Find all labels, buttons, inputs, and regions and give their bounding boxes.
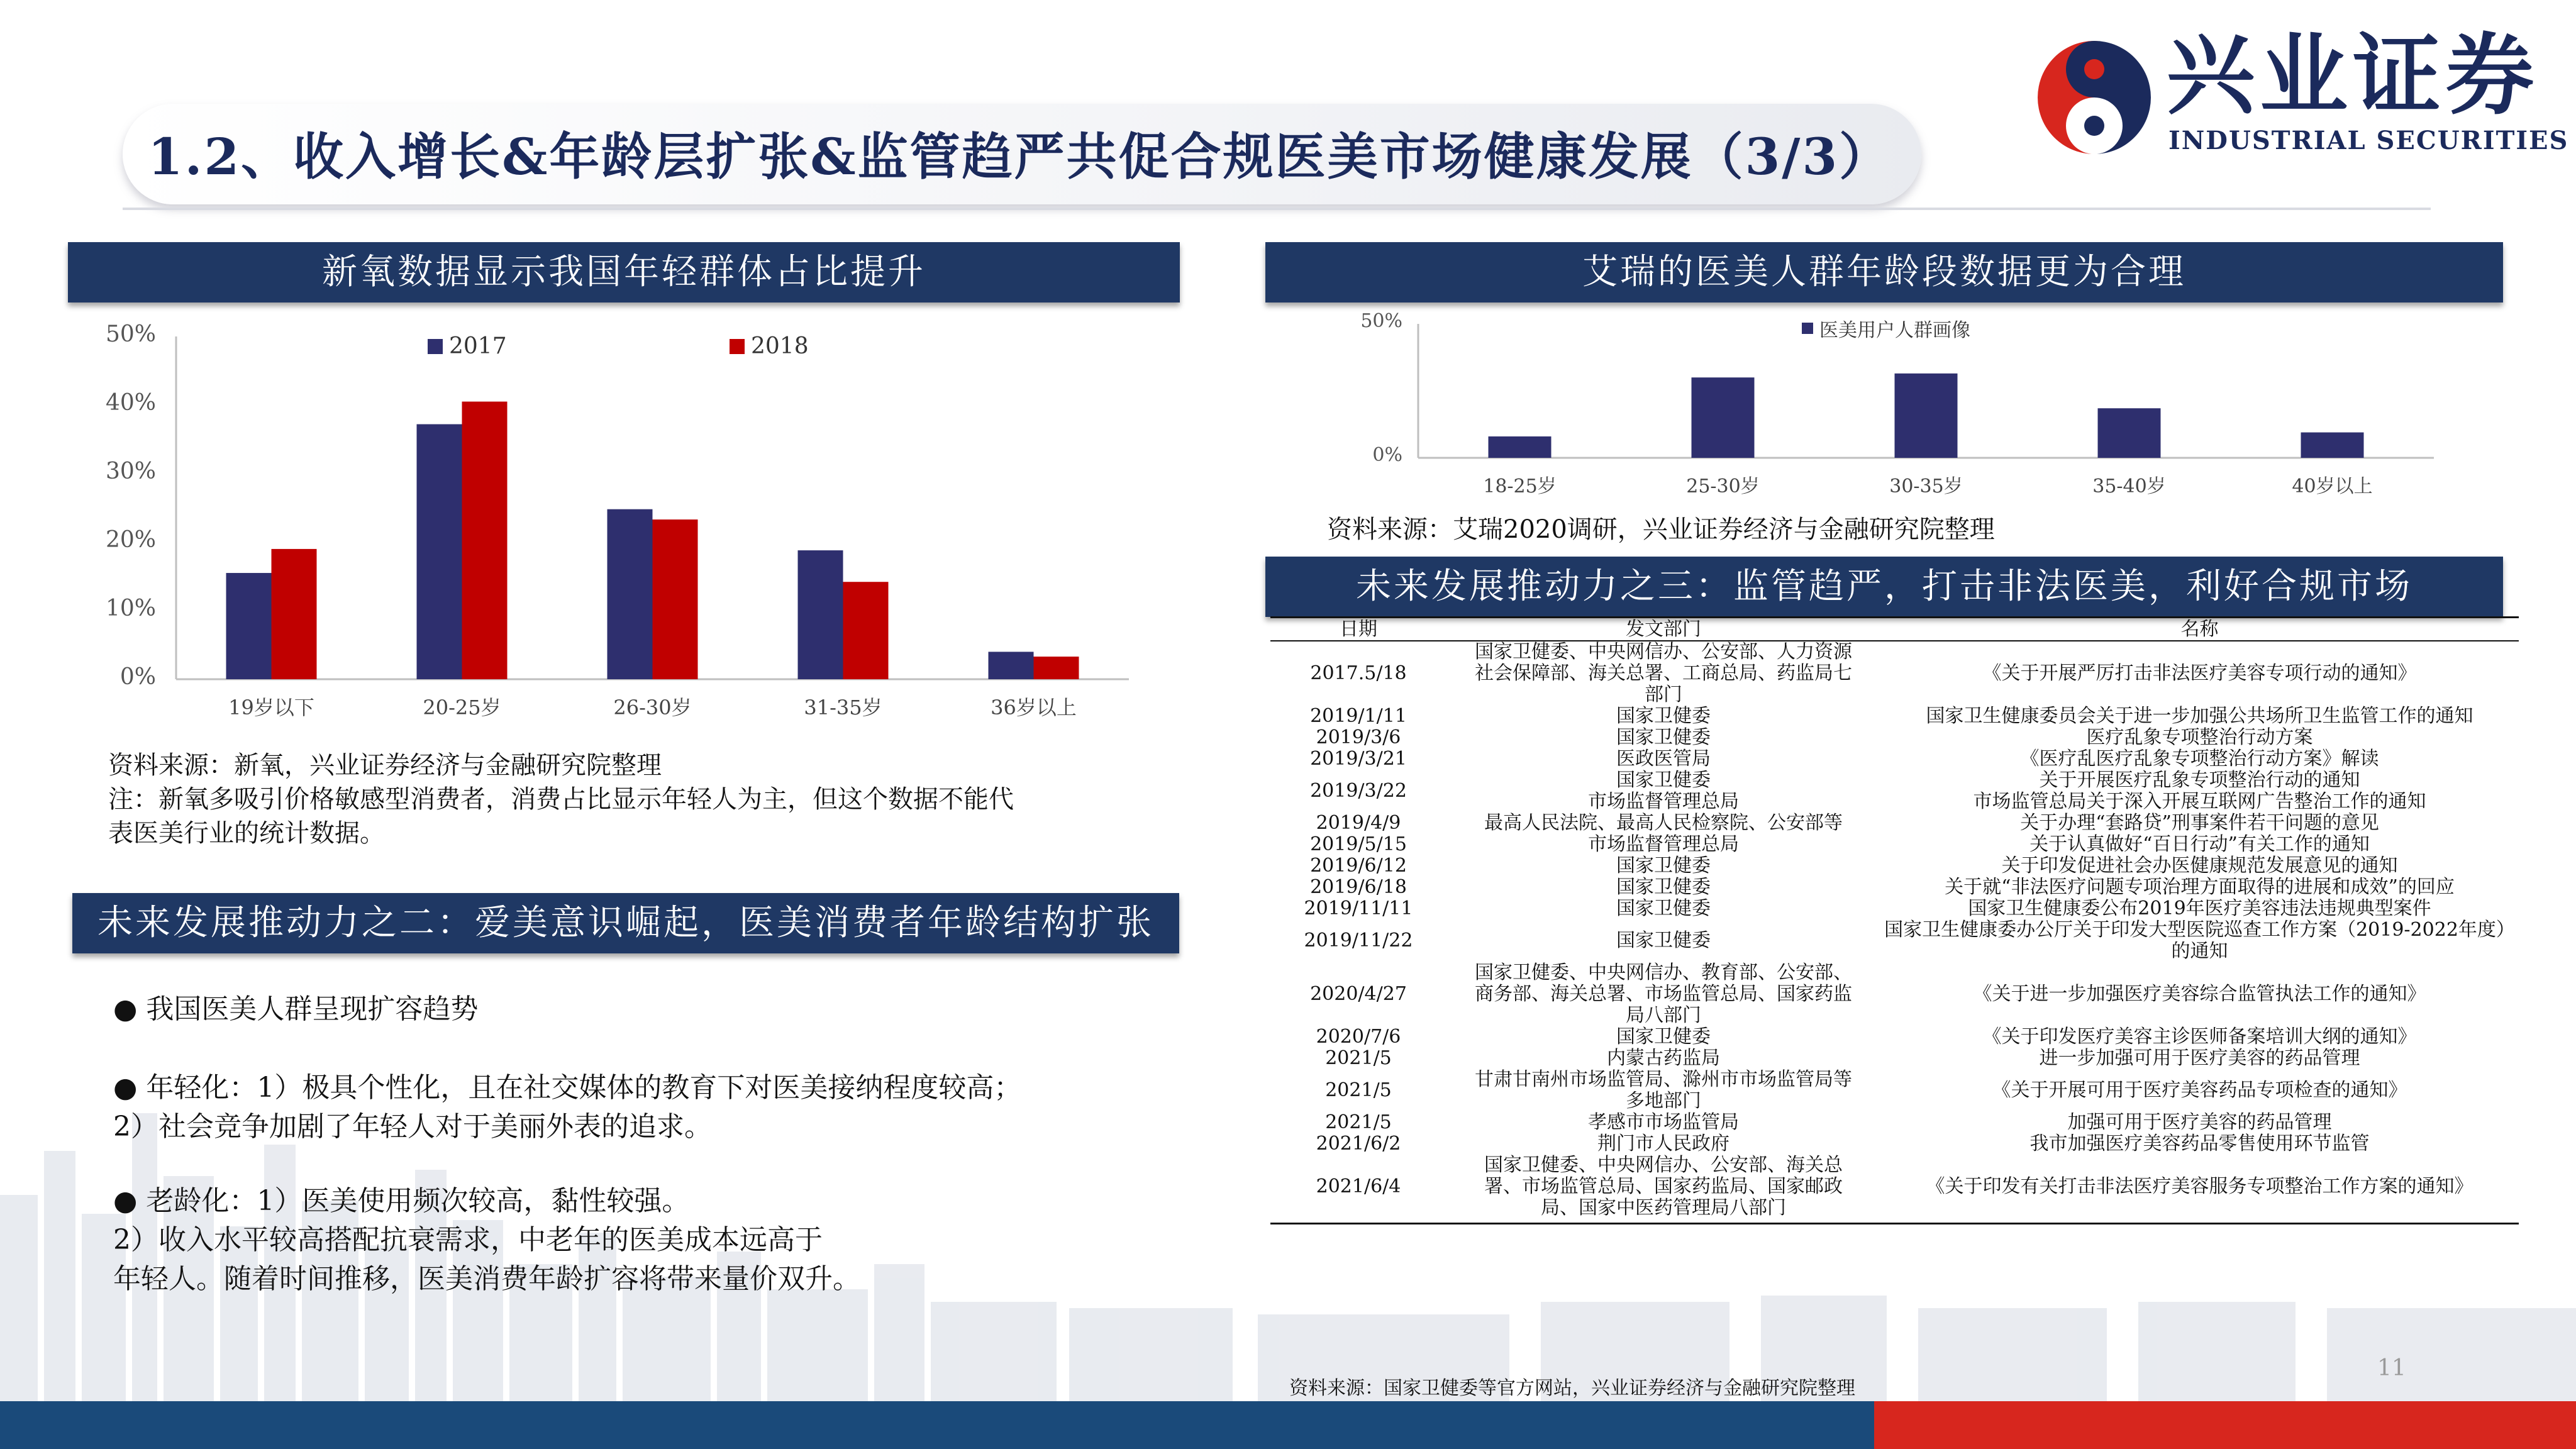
bar-2018-19岁以下 — [272, 549, 317, 679]
bar-25-30岁 — [1692, 377, 1755, 458]
cell-dept: 国家卫健委、中央网信办、公安部、海关总署、市场监管总局、国家药监局、国家邮政局、国家中医药管理局八部门 — [1484, 1154, 1843, 1219]
cell-name: 加强可用于医疗美容的药品管理 — [2067, 1111, 2332, 1133]
cell-date: 2019/11/11 — [1304, 897, 1413, 919]
cell-dept: 市场监督管理总局 — [1588, 833, 1739, 855]
table-row — [1270, 1133, 2519, 1155]
col-name: 名称 — [2180, 618, 2219, 640]
cell-name: 国家卫生健康委员会关于进一步加强公共场所卫生监管工作的通知 — [1926, 705, 2473, 727]
cell-dept: 最高人民法院、最高人民检察院、公安部等 — [1484, 812, 1843, 834]
cell-date: 2019/6/18 — [1310, 876, 1407, 898]
bar-40岁以上 — [2301, 433, 2364, 458]
cell-name: 《关于印发医疗美容主诊医师备案培训大纲的通知》 — [1982, 1026, 2417, 1048]
cell-name: 关于开展医疗乱象专项整治行动的通知 市场监管总局关于深入开展互联网广告整治工作的通知 — [1973, 769, 2426, 813]
cell-date: 2019/3/21 — [1310, 748, 1407, 770]
page-title: 1.2、收入增长&年龄层扩张&监管趋严共促合规医美市场健康发展（3/3） — [148, 127, 1892, 186]
x-tick-label: 30-35岁 — [1889, 475, 1963, 497]
cell-date: 2020/4/27 — [1310, 983, 1407, 1005]
cell-date: 2019/6/12 — [1310, 855, 1407, 877]
col-dept: 发文部门 — [1626, 618, 1701, 640]
x-tick-label: 20-25岁 — [423, 696, 501, 719]
legend-label: 2018 — [751, 333, 809, 359]
cell-dept: 国家卫健委、中央网信办、公安部、人力资源社会保障部、海关总署、工商总局、药监局七部门 — [1475, 641, 1852, 706]
page-number: 11 — [2377, 1355, 2406, 1381]
table-row — [1270, 641, 2519, 706]
x-tick-label: 36岁以上 — [991, 696, 1077, 719]
bar-30-35岁 — [1895, 374, 1958, 458]
bar-35-40岁 — [2098, 408, 2161, 458]
bar-2018-20-25岁 — [462, 402, 508, 679]
table-row — [1270, 877, 2519, 898]
cell-name: 我市加强医疗美容药品零售使用环节监管 — [2029, 1133, 2370, 1155]
cell-date: 2021/5 — [1325, 1111, 1392, 1133]
cell-date: 2021/6/2 — [1316, 1133, 1401, 1155]
bar-2018-26-30岁 — [653, 519, 698, 679]
legend-item-single — [1802, 314, 1970, 342]
table-row — [1270, 770, 2519, 813]
bar-2017-31-35岁 — [798, 550, 843, 679]
y-tick-label: 20% — [105, 527, 156, 553]
cell-date: 2017.5/18 — [1310, 662, 1407, 684]
cell-dept: 国家卫健委 — [1616, 855, 1711, 877]
table-row — [1270, 706, 2519, 727]
legend-swatch — [730, 339, 745, 354]
bullet-line: ● 年轻化：1）极具个性化，且在社交媒体的教育下对医美接纳程度较高； — [113, 1072, 1022, 1104]
bar-18-25岁 — [1489, 436, 1552, 458]
y-tick-label: 30% — [105, 458, 156, 484]
table-row — [1270, 1026, 2519, 1048]
bullet-line: ● 我国医美人群呈现扩容趋势 — [113, 993, 479, 1025]
y-tick-label: 10% — [105, 596, 156, 621]
bar-2017-36岁以上 — [989, 652, 1034, 679]
x-tick-label: 19岁以下 — [228, 696, 314, 719]
table-row — [1270, 898, 2519, 919]
cell-date: 2019/3/22 — [1310, 780, 1407, 802]
footer-bar-blue — [0, 1401, 1874, 1449]
x-tick-label: 26-30岁 — [613, 696, 692, 719]
cell-date: 2019/1/11 — [1310, 705, 1407, 727]
cell-name: 国家卫生健康委办公厅关于印发大型医院巡查工作方案（2019-2022年度）的通知 — [1884, 919, 2515, 962]
left-note-line: 表医美行业的统计数据。 — [108, 819, 385, 848]
bar-2018-36岁以上 — [1034, 657, 1079, 679]
table-row — [1270, 834, 2519, 855]
y-tick-label: 50% — [105, 321, 156, 347]
cell-dept: 国家卫健委、中央网信办、教育部、公安部、商务部、海关总署、市场监管总局、国家药监局八部门 — [1475, 962, 1852, 1026]
table-row — [1270, 919, 2519, 962]
y-tick-label: 40% — [105, 390, 156, 416]
cell-date: 2020/7/6 — [1316, 1026, 1401, 1048]
x-tick-label: 25-30岁 — [1686, 475, 1760, 497]
cell-dept: 国家卫健委 — [1616, 897, 1711, 919]
cell-date: 2021/6/4 — [1316, 1175, 1401, 1197]
regulation-table — [1270, 616, 2519, 1224]
cell-dept: 国家卫健委 市场监督管理总局 — [1588, 769, 1739, 813]
left-source-line: 资料来源：新氧，兴业证券经济与金融研究院整理 — [108, 751, 662, 780]
legend-swatch — [1802, 323, 1813, 334]
cell-dept: 国家卫健委 — [1616, 876, 1711, 898]
cell-name: 医疗乱象专项整治行动方案 — [2086, 726, 2313, 748]
x-tick-label: 31-35岁 — [804, 696, 882, 719]
legend-label: 2017 — [449, 333, 507, 359]
cell-name: 《医疗乱医疗乱象专项整治行动方案》解读 — [2020, 748, 2379, 770]
cell-date: 2019/3/6 — [1316, 726, 1401, 748]
legend-item-2018 — [730, 333, 809, 359]
table-row — [1270, 1155, 2519, 1219]
bullet-line: 年轻人。随着时间推移，医美消费年龄扩容将带来量价双升。 — [113, 1263, 860, 1295]
col-date: 日期 — [1340, 618, 1377, 640]
cell-dept: 国家卫健委 — [1616, 930, 1711, 952]
cell-date: 2019/5/15 — [1310, 833, 1407, 855]
table-row — [1270, 1069, 2519, 1112]
cell-dept: 医政医管局 — [1616, 748, 1711, 770]
cell-name: 《关于进一步加强医疗美容综合监管执法工作的通知》 — [1973, 983, 2426, 1005]
left-chart-heading: 新氧数据显示我国年轻群体占比提升 — [68, 242, 1180, 303]
y-tick-label: 50% — [1360, 310, 1402, 332]
cell-dept: 内蒙古药监局 — [1607, 1047, 1720, 1069]
bullet-line: ● 老龄化：1）医美使用频次较高，黏性较强。 — [113, 1185, 690, 1217]
table-row — [1270, 1048, 2519, 1069]
cell-name: 国家卫生健康委公布2019年医疗美容违法违规典型案件 — [1968, 897, 2431, 919]
cell-dept: 荆门市人民政府 — [1597, 1133, 1729, 1155]
table-row — [1270, 855, 2519, 877]
legend-item-2017 — [428, 333, 507, 359]
bar-2018-31-35岁 — [843, 582, 889, 679]
cell-name: 关于办理“套路贷”刑事案件若干问题的意见 — [2020, 812, 2379, 834]
cell-date: 2021/5 — [1325, 1079, 1392, 1101]
bar-2017-19岁以下 — [226, 573, 272, 679]
footer-bar-red — [1874, 1401, 2576, 1449]
table-row — [1270, 813, 2519, 834]
driver2-heading: 未来发展推动力之二：爱美意识崛起，医美消费者年龄结构扩张 — [72, 893, 1179, 953]
cell-name: 关于就“非法医疗问题专项治理方面取得的进展和成效”的回应 — [1945, 876, 2455, 898]
title-divider — [123, 208, 2431, 210]
cell-name: 《关于开展严厉打击非法医疗美容专项行动的通知》 — [1982, 662, 2417, 684]
right-chart-heading: 艾瑞的医美人群年龄段数据更为合理 — [1265, 242, 2503, 303]
right-source: 资料来源：艾瑞2020调研，兴业证券经济与金融研究院整理 — [1327, 515, 1995, 544]
cell-dept: 孝感市市场监管局 — [1588, 1111, 1739, 1133]
cell-date: 2019/11/22 — [1304, 930, 1413, 952]
cell-name: 《关于开展可用于医疗美容药品专项检查的通知》 — [1992, 1079, 2407, 1101]
cell-name: 关于认真做好“百日行动”有关工作的通知 — [2029, 833, 2370, 855]
bar-2017-20-25岁 — [417, 425, 462, 679]
cell-name: 进一步加强可用于医疗美容的药品管理 — [2039, 1047, 2360, 1069]
driver3-heading: 未来发展推动力之三：监管趋严，打击非法医美，利好合规市场 — [1265, 557, 2503, 617]
table-source: 资料来源：国家卫健委等官方网站，兴业证券经济与金融研究院整理 — [1289, 1377, 1855, 1399]
company-logo-en: INDUSTRIAL SECURITIES — [2168, 126, 2569, 155]
bullet-line: 2）收入水平较高搭配抗衰需求，中老年的医美成本远高于 — [113, 1224, 823, 1256]
cell-date: 2021/5 — [1325, 1047, 1392, 1069]
table-row — [1270, 962, 2519, 1026]
y-tick-label: 0% — [1372, 444, 1402, 466]
company-logo-cn: 兴业证券 — [2167, 24, 2540, 127]
cell-dept: 国家卫健委 — [1616, 1026, 1711, 1048]
table-bottom-rule — [1270, 1223, 2519, 1224]
table-row — [1270, 748, 2519, 770]
legend-swatch — [428, 339, 443, 354]
left-note-line: 注：新氧多吸引价格敏感型消费者，消费占比显示年轻人为主，但这个数据不能代 — [108, 785, 1014, 814]
cell-dept: 国家卫健委 — [1616, 705, 1711, 727]
bullet-line: 2）社会竞争加剧了年轻人对于美丽外表的追求。 — [113, 1111, 712, 1143]
y-tick-label: 0% — [119, 664, 156, 690]
legend-label: 医美用户人群画像 — [1819, 319, 1970, 341]
bar-2017-26-30岁 — [608, 509, 653, 679]
table-row — [1270, 727, 2519, 748]
x-tick-label: 40岁以上 — [2292, 475, 2373, 497]
cell-date: 2019/4/9 — [1316, 812, 1401, 834]
table-row — [1270, 1112, 2519, 1133]
x-tick-label: 18-25岁 — [1483, 475, 1557, 497]
table-header — [1270, 616, 2519, 641]
company-logo-icon — [2035, 38, 2154, 157]
cell-name: 《关于印发有关打击非法医疗美容服务专项整治工作方案的通知》 — [1926, 1175, 2473, 1197]
cell-dept: 甘肃甘南州市场监管局、滁州市市场监管局等多地部门 — [1475, 1069, 1852, 1112]
x-tick-label: 35-40岁 — [2092, 475, 2166, 497]
cell-name: 关于印发促进社会办医健康规范发展意见的通知 — [2001, 855, 2398, 877]
table-body — [1270, 641, 2519, 1219]
cell-dept: 国家卫健委 — [1616, 726, 1711, 748]
